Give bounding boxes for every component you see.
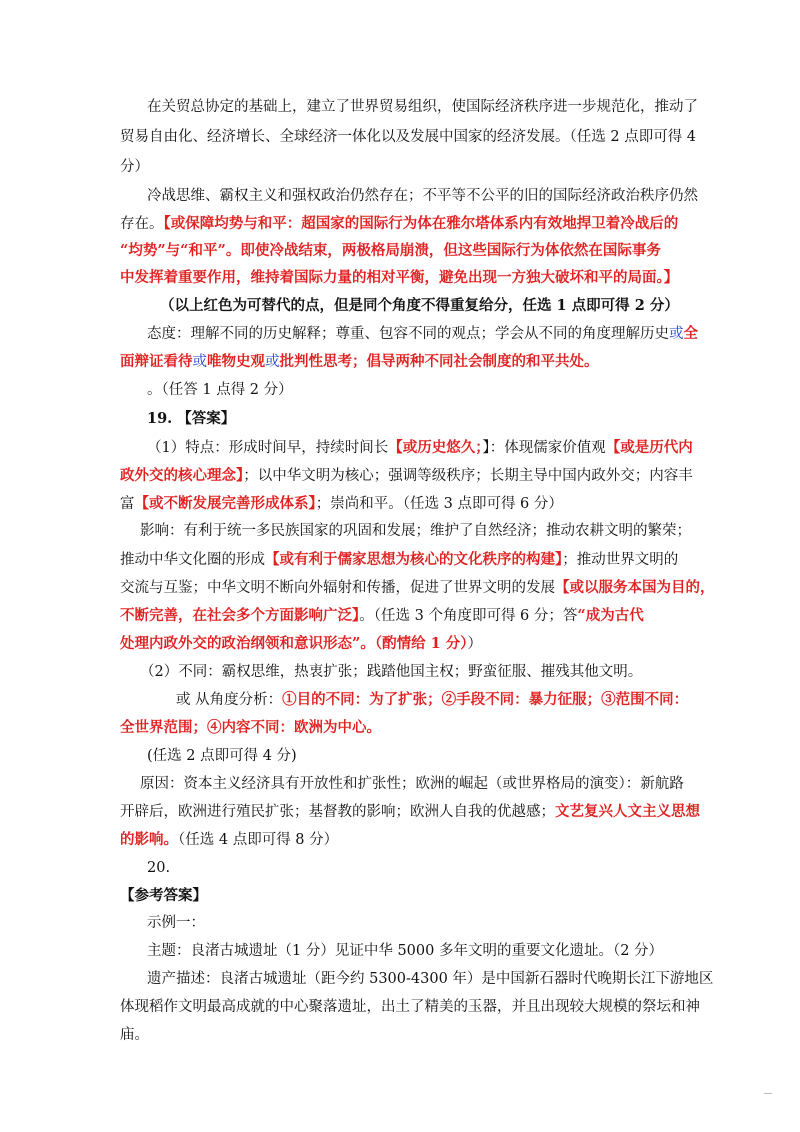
alternative-answer-text: 不断完善，在社会多个方面影响广泛】 — [120, 607, 360, 624]
text-line — [120, 214, 678, 234]
text-line — [120, 634, 482, 654]
alternative-answer-text: 【或历史悠久； — [388, 439, 483, 456]
or-connector-text: 或 — [265, 354, 280, 370]
answer-text: ；推动世界文明的 — [562, 552, 679, 568]
text-line — [147, 438, 693, 458]
answer-text: 示例一： — [147, 915, 205, 931]
text-line — [120, 157, 149, 177]
answer-text: 【参考答案】 — [120, 887, 207, 904]
answer-text: 存在。 — [120, 216, 164, 232]
answer-text: （以上红色为可替代的点，但是同个角度不得重复给分，任选 1 点即可得 2 分） — [160, 297, 679, 314]
alternative-answer-text: 全世界范围；④内容不同：欧洲为中心。 — [120, 719, 381, 736]
text-line — [147, 941, 663, 961]
answer-text: 富 — [120, 496, 135, 512]
text-line — [147, 858, 170, 878]
text-line — [140, 774, 684, 794]
text-line — [120, 830, 338, 850]
text-line — [120, 802, 700, 822]
text-line — [120, 606, 644, 626]
alternative-answer-text: “均势”与“和平”。即使冷战结束，两极格局崩溃，但这些国际行为体依然在国际事务 — [120, 242, 661, 259]
alternative-answer-text: 【或以服务本国为目的， — [555, 579, 715, 596]
page-corner-mark — [764, 1093, 772, 1094]
answer-text: （1）特点：形成时间早，持续时间长 — [147, 440, 389, 456]
answer-text: ） — [467, 636, 483, 652]
answer-text: 遗产描述：良渚古城遗址（距今约 5300-4300 年）是中国新石器时代晚期长江下游地区 — [147, 971, 714, 987]
alternative-answer-text: 【或不断发展完善形成体系】 — [134, 495, 316, 512]
alternative-answer-text: 【或保障均势与和平：超国家的国际行为体在雅尔塔体系内有效地捍卫着冷战后的 — [163, 215, 679, 232]
text-line — [120, 997, 700, 1017]
answer-text: 或 从角度分析： — [176, 692, 283, 708]
alternative-answer-text: “成为古代 — [577, 607, 644, 624]
answer-text: 态度：理解不同的历史解释；尊重、包容不同的观点；学会从不同的角度理解历史 — [147, 326, 669, 342]
text-line — [147, 409, 235, 429]
text-line — [147, 746, 297, 766]
answer-text: （2）不同：霸权思维，热衷扩张；践踏他国主权；野蛮征服、摧残其他文明。 — [140, 664, 643, 680]
text-line — [147, 97, 698, 117]
answer-text: 在关贸总协定的基础上，建立了世界贸易组织，使国际经济秩序进一步规范化，推动了 — [147, 99, 698, 115]
answer-text: 贸易自由化、经济增长、全球经济一体化以及发展中国家的经济发展。（任选 2 点即可得 4 — [120, 129, 697, 145]
alternative-answer-text: 的影响。 — [120, 831, 178, 848]
alternative-answer-text: 处理内政外交的政治纲领和意识形态”。（酌情给 1 分） — [120, 635, 468, 652]
alternative-answer-text: 政外交的核心理念】 — [120, 467, 244, 484]
alternative-answer-text: ①目的不同：为了扩张；②手段不同：暴力征服；③范围不同： — [282, 691, 689, 708]
answer-text: 推动中华文化圈的形成 — [120, 552, 265, 568]
text-line — [120, 1025, 149, 1045]
text-line — [120, 241, 661, 261]
alternative-answer-text: 批判性思考；倡导两种不同社会制度的和平共处。 — [279, 353, 599, 370]
answer-text: 冷战思维、霸权主义和强权政治仍然存在；不平等不公平的旧的国际经济政治秩序仍然 — [147, 188, 698, 204]
answer-text: ；崇尚和平。（任选 3 点即可得 6 分） — [315, 496, 563, 512]
text-line — [120, 550, 678, 570]
answer-text: 。（任答 1 点得 2 分） — [147, 382, 293, 398]
text-line — [120, 578, 715, 598]
answer-text: 19. 【答案】 — [147, 410, 236, 427]
alternative-answer-text: 【或有利于儒家思想为核心的文化秩序的构建】 — [265, 551, 563, 568]
or-connector-text: 或 — [192, 354, 207, 370]
alternative-answer-text: 面辩证看待 — [120, 353, 193, 370]
text-line — [160, 296, 679, 316]
alternative-answer-text: 中发挥着重要作用，维持着国际力量的相对平衡，避免出现一方独大破坏和平的局面。】 — [120, 269, 679, 286]
text-line — [147, 186, 698, 206]
text-line — [140, 521, 691, 541]
text-line — [120, 466, 693, 486]
text-line — [176, 690, 688, 710]
alternative-answer-text: 全 — [683, 325, 698, 342]
text-line — [120, 718, 381, 738]
text-line — [147, 969, 713, 989]
answer-text: 影响：有利于统一多民族国家的巩固和发展；维护了自然经济；推动农耕文明的繁荣； — [140, 523, 691, 539]
answer-text: 开辟后，欧洲进行殖民扩张；基督教的影响；欧洲人自我的优越感； — [120, 804, 555, 820]
answer-text: ；以中华文明为核心；强调等级秩序；长期主导中国内政外交；内容丰 — [243, 468, 693, 484]
answer-text: （任选 4 点即可得 8 分） — [178, 832, 339, 848]
text-line — [147, 324, 698, 344]
alternative-answer-text: 【或是历代内 — [605, 439, 693, 456]
text-line — [120, 494, 563, 514]
text-line — [147, 913, 205, 933]
text-line — [147, 380, 293, 400]
answer-text: 主题：良渚古城遗址（1 分）见证中华 5000 多年文明的重要文化遗址。（2 分） — [147, 943, 664, 959]
answer-text: 庙。 — [120, 1027, 149, 1043]
alternative-answer-text: 唯物史观 — [207, 353, 265, 370]
answer-text: 体现稻作文明最高成就的中心聚落遗址，出土了精美的玉器，并且出现较大规模的祭坛和神 — [120, 999, 700, 1015]
answer-text: 20. — [147, 860, 171, 876]
text-line — [120, 127, 696, 147]
text-line — [140, 662, 642, 682]
text-line — [120, 352, 599, 372]
answer-text: (任选 2 点即可得 4 分) — [147, 748, 297, 764]
answer-text: 原因：资本主义经济具有开放性和扩张性；欧洲的崛起（或世界格局的演变）：新航路 — [140, 776, 684, 792]
alternative-answer-text: 文艺复兴人文主义思想 — [555, 803, 700, 820]
answer-text: 分） — [120, 159, 149, 175]
answer-text: 交流与互鉴；中华文明不断向外辐射和传播，促进了世界文明的发展 — [120, 580, 555, 596]
text-line — [120, 886, 207, 906]
or-connector-text: 或 — [669, 326, 684, 342]
text-line — [120, 268, 678, 288]
answer-text: 】：体现儒家价值观 — [482, 440, 606, 456]
answer-text: 。（任选 3 个角度即可得 6 分；答 — [359, 608, 578, 624]
